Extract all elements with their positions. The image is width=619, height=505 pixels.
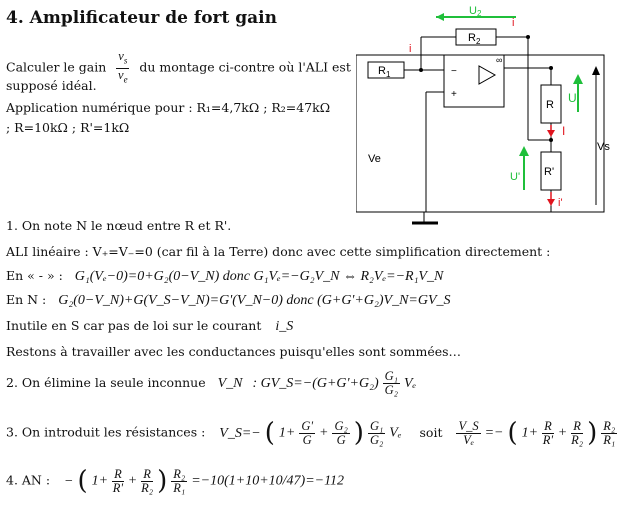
step3-eq-minus: =− bbox=[484, 425, 504, 441]
step1-line2-eq: G₁(Vₑ−0)=0+G₂(0−V_N) donc G₁Vₑ=−G₂V_N ⇔ R₂Vₑ=−R₁V_N bbox=[74, 269, 444, 284]
step3-r-frac-3: $\frac{\text{R₂}}{\text{R₁}}$ bbox=[603, 418, 616, 447]
step3-frac-2: $\frac{\text{G₂}}{G}$ bbox=[334, 418, 348, 447]
step3-one: 1+ bbox=[278, 425, 296, 441]
step2-frac-num: G₁ bbox=[384, 369, 398, 383]
label-ve: Ve bbox=[368, 153, 381, 165]
step3-soit: soit bbox=[419, 424, 443, 440]
step3-gain: $\frac{V\_S}{\text{Vₑ}}$ bbox=[458, 418, 479, 447]
gain-num-sub: s bbox=[123, 55, 128, 66]
circuit-wires bbox=[356, 29, 604, 223]
step1-line4 bbox=[6, 318, 293, 335]
annotation-i-bottom: i' bbox=[558, 197, 563, 209]
step1-line5: Restons à travailler avec les conductances puisqu'elles sont sommées… bbox=[6, 344, 462, 359]
step1-title: 1. On note N le nœud entre R et R'. bbox=[6, 218, 232, 233]
step2-label: 2. On élimine la seule inconnue bbox=[6, 375, 206, 390]
step2-eq-pre: : GV_S=−(G+G'+G₂) bbox=[252, 376, 379, 391]
gain-den-sub: e bbox=[123, 74, 128, 84]
step1-line4-math: i_S bbox=[275, 319, 294, 334]
intro-an-line-1: Application numérique pour : R₁=4,7kΩ ; R₂=47kΩ bbox=[6, 100, 331, 115]
gain-fraction bbox=[116, 50, 129, 86]
step3-plus-b: + bbox=[557, 425, 568, 441]
annotation-u2: U2 bbox=[469, 5, 482, 18]
label-infinity: ∞ bbox=[496, 55, 503, 65]
annotation-i-top: i bbox=[409, 43, 412, 55]
intro-an-line-2: ; R=10kΩ ; R'=1kΩ bbox=[6, 120, 130, 135]
step1-line2-label: En « - » : bbox=[6, 268, 63, 283]
step3-line: 3. On introduit les résistances : V_S=− ( 1+ $\frac{G'}{G}$ + $\frac{\text{G₂}}{G}$ ) $\frac{\text{G₁}}{\text{G₂}}$ Vₑ soit $\frac{V\_S}{\text{Vₑ}}$ =− ( 1+ $\frac{R}{R'}$ + $\frac{R}{\text{R₂}}$ ) $\frac{\text{R₂}}{\text{R₁}}$ bbox=[6, 418, 616, 448]
step3-plus: + bbox=[319, 425, 329, 441]
step4-frac-2: $\frac{R}{\text{R₂}}$ bbox=[141, 466, 154, 495]
step3-ve: Vₑ bbox=[389, 425, 402, 441]
step3-eq-pre: V_S=− bbox=[219, 425, 261, 441]
step2-line bbox=[6, 370, 416, 397]
step2-eq-post: Vₑ bbox=[403, 376, 417, 391]
step2-var: V_N bbox=[217, 376, 243, 391]
label-plus: + bbox=[451, 89, 457, 100]
intro-calc-after: du montage ci-contre où l'ALI est bbox=[139, 59, 351, 75]
step2-frac-den: G₂ bbox=[384, 383, 398, 397]
page-title: 4. Amplificateur de fort gain bbox=[6, 8, 277, 28]
step3-r-frac-2: $\frac{R}{\text{R₂}}$ bbox=[571, 418, 584, 447]
gain-num: v bbox=[118, 49, 124, 63]
step1-line3 bbox=[6, 292, 451, 309]
step4-line: 4. AN : − ( 1+ $\frac{R}{R'}$ + $\frac{R}{\text{R₂}}$ ) $\frac{\text{R₂}}{\text{R₁}}$ =−10(1+10+10/47)=−112 bbox=[6, 466, 345, 496]
label-minus: − bbox=[451, 66, 457, 77]
step1-line2 bbox=[6, 268, 443, 285]
annotation-i: I bbox=[562, 124, 566, 138]
label-r: R bbox=[546, 99, 554, 111]
step3-one-b: 1+ bbox=[521, 425, 539, 441]
step3-label: 3. On introduit les résistances : bbox=[6, 424, 206, 440]
step4-frac-1: $\frac{R}{R'}$ bbox=[112, 466, 124, 495]
step4-frac-3: $\frac{\text{R₂}}{\text{R₁}}$ bbox=[173, 466, 186, 495]
annotation-u-prime: U' bbox=[510, 171, 521, 183]
annotation-i-right: i bbox=[512, 17, 515, 29]
step4-label: 4. AN : bbox=[6, 472, 51, 488]
step4-plus: + bbox=[127, 473, 138, 489]
intro-calc-before: Calculer le gain bbox=[6, 59, 107, 75]
step3-frac-3: $\frac{\text{G₁}}{\text{G₂}}$ bbox=[369, 418, 384, 447]
step1-line3-eq: G₂(0−V_N)+G(V_S−V_N)=G'(V_N−0) donc (G+G'+G₂)V_N=GV_S bbox=[58, 293, 451, 308]
label-vs: Vs bbox=[597, 141, 610, 153]
gain-den: v bbox=[118, 67, 124, 82]
step1-line1: ALI linéaire : V₊=V₋=0 (car fil à la Terre) donc avec cette simplification directement : bbox=[6, 244, 551, 259]
annotation-u: U bbox=[568, 91, 577, 105]
label-r2: $R_2$ bbox=[468, 32, 481, 46]
step1-line3-label: En N : bbox=[6, 292, 47, 307]
label-r-prime: R' bbox=[544, 166, 555, 178]
step4-one: 1+ bbox=[91, 473, 109, 489]
step4-tail: =−10(1+10+10/47)=−112 bbox=[191, 473, 345, 489]
circuit-diagram bbox=[356, 0, 619, 235]
label-r1: $R_1$ bbox=[378, 65, 391, 79]
intro-ideal: supposé idéal. bbox=[6, 78, 97, 93]
step1-line4-text: Inutile en S car pas de loi sur le courant bbox=[6, 318, 262, 333]
step2-fraction bbox=[383, 370, 400, 397]
step3-r-frac-1: $\frac{R}{R'}$ bbox=[542, 418, 554, 447]
step3-frac-1: $\frac{G'}{G}$ bbox=[301, 418, 314, 447]
